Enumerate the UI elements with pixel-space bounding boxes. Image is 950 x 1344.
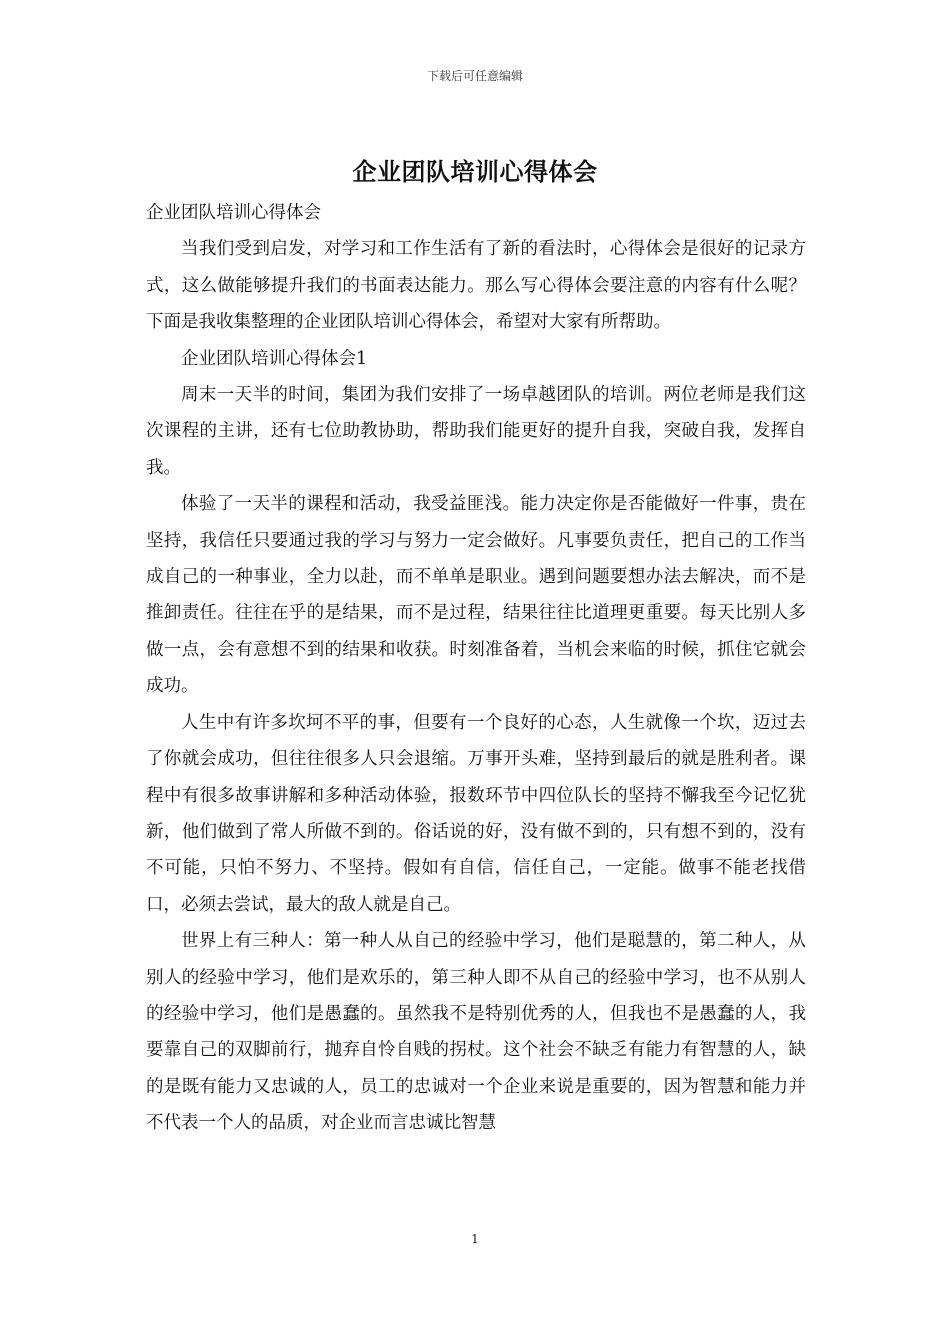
document-title: 企业团队培训心得体会 — [352, 157, 598, 186]
body-paragraph: 世界上有三种人：第一种人从自己的经验中学习，他们是聪慧的，第二种人，从别人的经验中学习，他们是欢乐的，第三种人即不从自己的经验中学习，也不从别人的经验中学习，他们是愚蠢的。虽然我不是特别优秀的人，但我也不是愚蠢的人，我要靠自己的双脚前行，抛弃自怜自贱的拐杖。这个社会不缺乏有能力有智慧的人，缺的是既有能力又忠诚的人，员工的忠诚对一个企业来说是重要的，因为智慧和能力并不代表一个人的品质，对企业而言忠诚比智慧 — [146, 931, 806, 1134]
body-paragraph: 体验了一天半的课程和活动，我受益匪浅。能力决定你是否能做好一件事，贵在坚持，我信任只要通过我的学习与努力一定会做好。凡事要负责任，把自己的工作当成自己的一种事业，全力以赴，而不单单是职业。遇到问题要想办法去解决，而不是推卸责任。往往在乎的是结果，而不是过程，结果往往比道理更重要。每天比别人多做一点，会有意想不到的结果和收获。时刻准备着，当机会来临的时候，抓住它就会成功。 — [146, 494, 806, 697]
page-number: 1 — [471, 1232, 479, 1246]
section-heading: 企业团队培训心得体会1 — [181, 348, 368, 369]
document-body — [146, 195, 806, 1142]
intro-paragraph: 当我们受到启发，对学习和工作生活有了新的看法时，心得体会是很好的记录方式，这么做能够提升我们的书面表达能力。那么写心得体会要注意的内容有什么呢？下面是我收集整理的企业团队培训心得体会，希望对大家有所帮助。 — [146, 239, 806, 333]
body-paragraph: 周末一天半的时间，集团为我们安排了一场卓越团队的培训。两位老师是我们这次课程的主讲，还有七位助教协助，帮助我们能更好的提升自我，突破自我，发挥自我。 — [146, 385, 806, 478]
subtitle-paragraph: 企业团队培训心得体会 — [146, 203, 321, 223]
body-paragraph: 人生中有许多坎坷不平的事，但要有一个良好的心态，人生就像一个坎，迈过去了你就会成功，但往往很多人只会退缩。万事开头难，坚持到最后的就是胜利者。课程中有很多故事讲解和多种活动体验，报数环节中四位队长的坚持不懈我至今记忆犹新，他们做到了常人所做不到的。俗话说的好，没有做不到的，只有想不到的，没有不可能，只怕不努力、不坚持。假如有自信，信任自己，一定能。做事不能老找借口，必须去尝试，最大的敌人就是自己。 — [146, 712, 806, 915]
header-note: 下载后可任意编辑 — [426, 69, 523, 83]
